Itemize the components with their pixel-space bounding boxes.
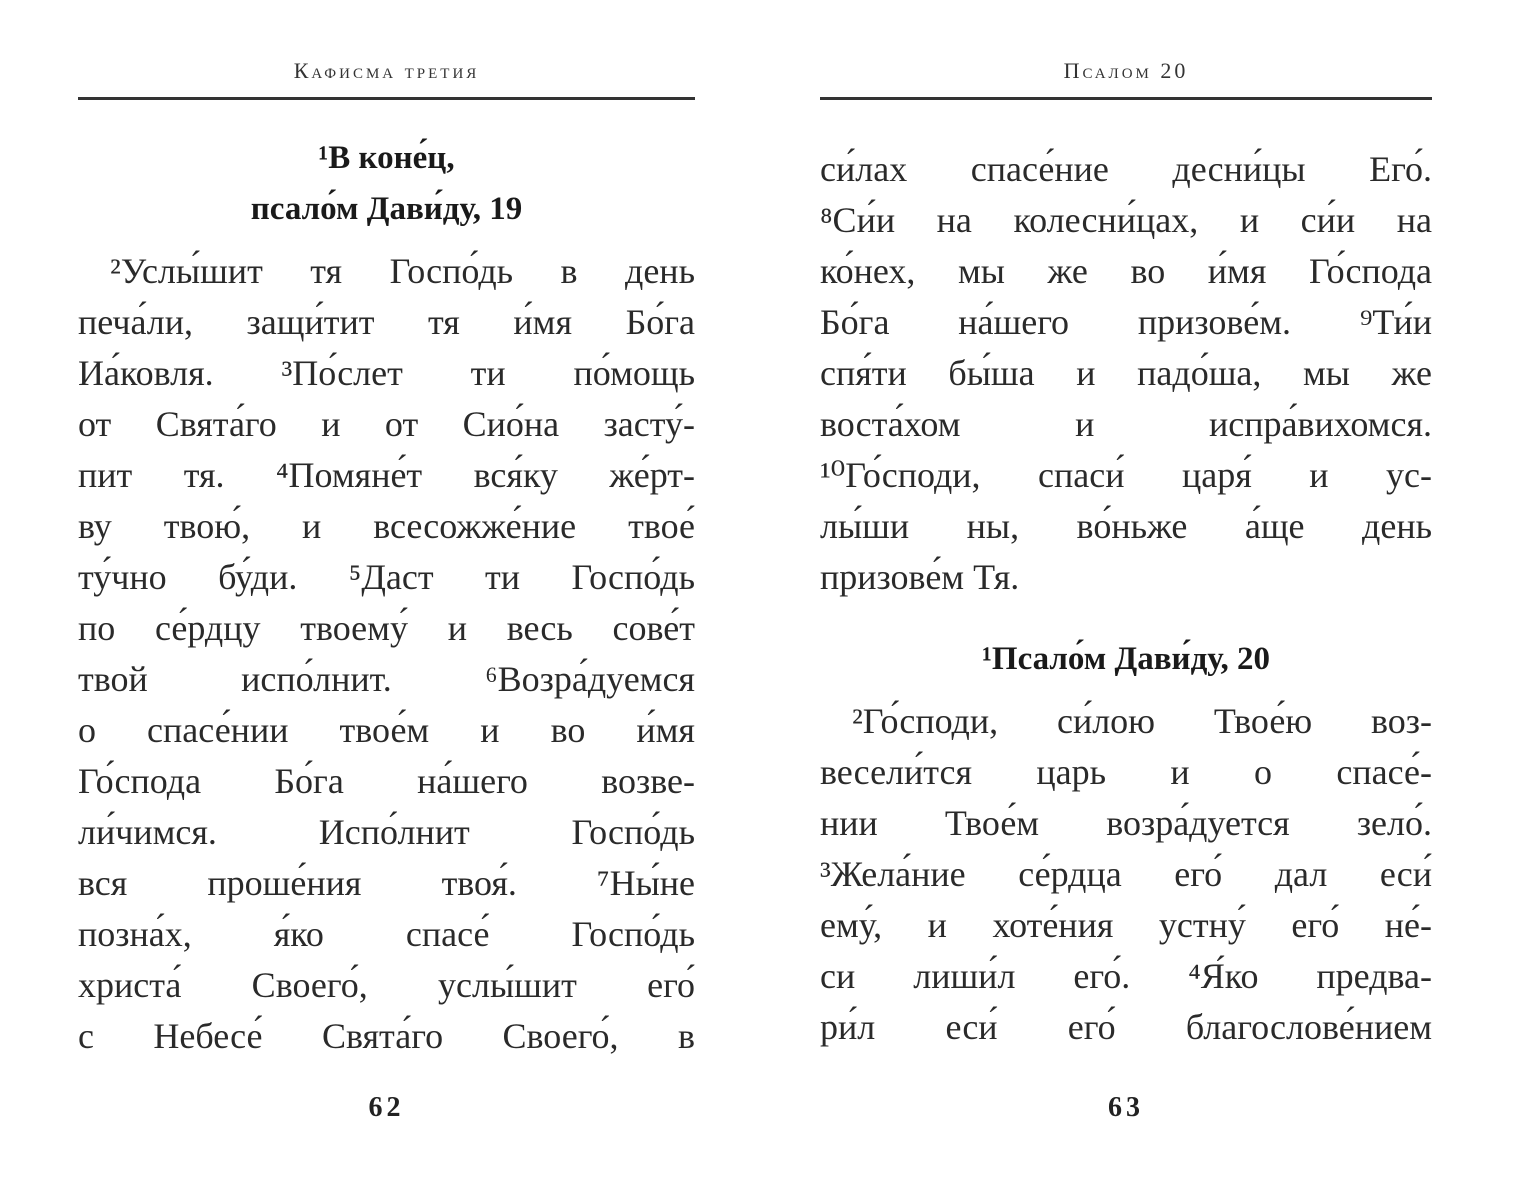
text-line: Бо́га на́шего призове́м. ⁹Ти́и bbox=[820, 302, 1432, 342]
page-number-right: 63 bbox=[1108, 1092, 1144, 1123]
text-line: по се́рдцу твоему́ и весь сове́т bbox=[78, 608, 695, 648]
psalm-19-title-line-1: ¹В коне́ц, bbox=[318, 140, 455, 176]
text-line: весели́тся царь и о спасе́- bbox=[820, 752, 1432, 792]
psalm-19-text bbox=[78, 246, 695, 1062]
text-line: Го́спода Бо́га на́шего возве- bbox=[78, 761, 695, 801]
text-line: си лиши́л его́. ⁴Я́ко предва- bbox=[820, 956, 1432, 996]
text-line: ⁸Си́и на колесни́цах, и си́и на bbox=[820, 200, 1432, 240]
psalm-19-title bbox=[78, 133, 695, 235]
text-line: Иа́ковля. ³По́слет ти по́мощь bbox=[78, 353, 695, 393]
text-line: позна́х, я́ко спасе́ Госпо́дь bbox=[78, 914, 695, 954]
psalm-20-text bbox=[820, 696, 1432, 1053]
psalm-19-continuation bbox=[820, 144, 1432, 603]
text-line: си́лах спасе́ние десни́цы Его́. bbox=[820, 149, 1432, 189]
text-line: ему́, и хоте́ния устну́ его́ не́- bbox=[820, 905, 1432, 945]
text-line: христа́ Своего́, услы́шит его́ bbox=[78, 965, 695, 1005]
text-line: твой испо́лнит. ⁶Возра́дуемся bbox=[78, 659, 695, 699]
text-line: ко́нех, мы же во и́мя Го́спода bbox=[820, 251, 1432, 291]
text-line: ²Го́споди, си́лою Твое́ю воз- bbox=[852, 701, 1432, 741]
text-line: ¹⁰Го́споди, спаси́ царя́ и ус- bbox=[820, 455, 1432, 495]
text-line: с Небесе́ Свята́го Своего́, в bbox=[78, 1016, 695, 1056]
running-head-right: Псалом 20 bbox=[1063, 58, 1189, 83]
text-line: ри́л еси́ его́ благослове́нием bbox=[820, 1007, 1432, 1047]
text-line: нии Твое́м возра́дуется зело́. bbox=[820, 803, 1432, 843]
text-line: призове́м Тя. bbox=[820, 557, 1020, 597]
text-line: печа́ли, защи́тит тя и́мя Бо́га bbox=[78, 302, 695, 342]
psalm-19-title-line-2: псало́м Дави́ду, 19 bbox=[250, 191, 523, 227]
right-page bbox=[820, 0, 1432, 1190]
text-line: ³Жела́ние се́рдца его́ дал еси́ bbox=[820, 854, 1432, 894]
running-head-left: Кафисма третия bbox=[293, 58, 480, 83]
text-line: о спасе́нии твое́м и во и́мя bbox=[78, 710, 695, 750]
text-line: вся проше́ния твоя́. ⁷Ны́не bbox=[78, 863, 695, 903]
text-line: воста́хом и испра́вихомся. bbox=[820, 404, 1432, 444]
psalm-20-title bbox=[820, 634, 1432, 685]
text-line: лы́ши ны, во́ньже а́ще день bbox=[820, 506, 1432, 546]
text-line: пит тя. ⁴Помяне́т вся́ку же́рт- bbox=[78, 455, 695, 495]
text-line: спя́ти бы́ша и падо́ша, мы же bbox=[820, 353, 1432, 393]
text-line: ту́чно бу́ди. ⁵Даст ти Госпо́дь bbox=[78, 557, 695, 597]
header-rule-right bbox=[820, 97, 1432, 100]
header-rule-left bbox=[78, 97, 695, 100]
text-line: ²Услы́шит тя Госпо́дь в день bbox=[110, 251, 695, 291]
text-line: ли́чимся. Испо́лнит Госпо́дь bbox=[78, 812, 695, 852]
text-line: ву твою́, и всесожже́ние твое́ bbox=[78, 506, 695, 546]
psalm-20-title-line: ¹Псало́м Дави́ду, 20 bbox=[982, 641, 1270, 677]
text-line: от Свята́го и от Сио́на засту́- bbox=[78, 404, 695, 444]
left-page bbox=[78, 0, 695, 1190]
page-number-left: 62 bbox=[368, 1092, 405, 1123]
